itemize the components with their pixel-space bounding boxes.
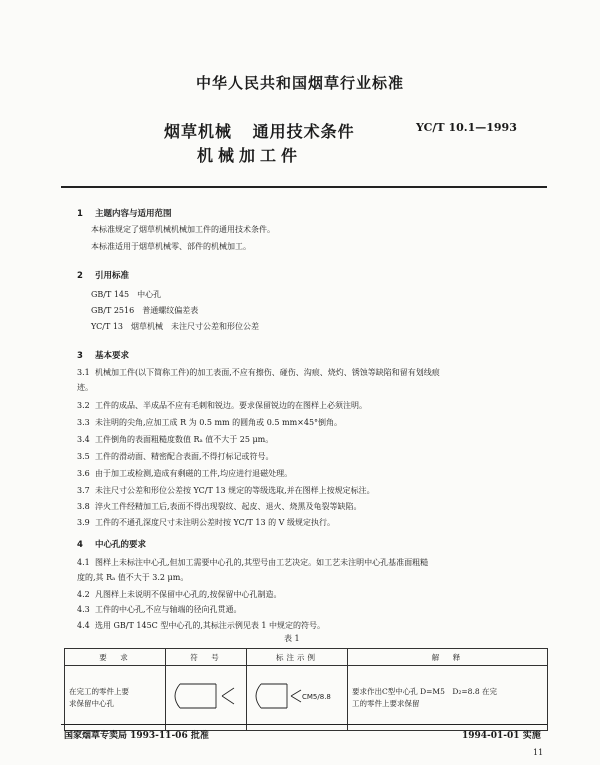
document-title-line1: 烟草机械 通用技术条件 (164, 122, 355, 141)
clause-3-3: 3.3 未注明的尖角,应加工成 R 为 0.5 mm 的圆角或 0.5 mm×45°倒角。 (77, 418, 343, 427)
standard-body-heading: 中华人民共和国烟草行业标准 (195, 74, 404, 92)
header-rule (61, 186, 547, 188)
section-3-heading: 3 基本要求 (77, 351, 130, 361)
reference-standard-2: GB/T 2516 普通螺纹偏差表 (91, 306, 199, 315)
approval-info: 国家烟草专卖局 1993-11-06 批准 (64, 731, 209, 741)
footer-rule (61, 724, 547, 725)
clause-3-8: 3.8 淬火工件经精加工后,表面不得出现裂纹、起皮、退火、烧黑及龟裂等缺陷。 (77, 502, 362, 511)
table-header-example: 标注示例 (247, 649, 348, 666)
page-number: 11 (533, 748, 544, 757)
center-hole-example-drawing (247, 666, 347, 726)
clause-3-2: 3.2 工件的成品、半成品不应有毛刺和锐边。要求保留锐边的在图样上必须注明。 (77, 401, 367, 410)
center-hole-symbol-drawing (166, 666, 246, 726)
clause-4-1-cont: 度的,其 Rₐ 值不大于 3.2 μm。 (77, 573, 189, 582)
section-1-para-2: 本标准适用于烟草机械零、部件的机械加工。 (91, 242, 251, 251)
cell-example (247, 666, 348, 731)
table-row (65, 666, 548, 731)
table-header-explanation: 解 释 (348, 649, 548, 666)
table-1 (64, 648, 548, 731)
clause-3-1-cont: 迹。 (77, 383, 93, 392)
section-1-para-1: 本标准规定了烟草机械机械加工件的通用技术条件。 (91, 225, 275, 234)
cell-symbol (166, 666, 247, 731)
clause-3-4: 3.4 工件倒角的表面粗糙度数值 Rₐ 值不大于 25 μm。 (77, 435, 274, 444)
clause-3-9: 3.9 工件的不通孔深度尺寸未注明公差时按 YC/T 13 的 V 级规定执行。 (77, 518, 335, 527)
section-4-heading: 4 中心孔的要求 (77, 540, 147, 550)
clause-3-5: 3.5 工件的滑动面、精密配合表面,不得打标记或符号。 (77, 452, 274, 461)
reference-standard-3: YC/T 13 烟草机械 未注尺寸公差和形位公差 (91, 322, 260, 331)
clause-3-7: 3.7 未注尺寸公差和形位公差按 YC/T 13 规定的等级选取,并在图样上按规定标注。 (77, 486, 375, 495)
clause-4-2: 4.2 凡图样上未说明不保留中心孔的,按保留中心孔制造。 (77, 590, 282, 599)
table-header-requirement: 要 求 (65, 649, 166, 666)
reference-standard-1: GB/T 145 中心孔 (91, 290, 162, 299)
cell-requirement: 在完工的零件上要 求保留中心孔 (65, 666, 166, 731)
clause-4-1: 4.1 图样上未标注中心孔,但加工需要中心孔的,其型号由工艺决定。如工艺未注明中心孔基准面粗糙 (77, 558, 429, 567)
effective-date: 1994-01-01 实施 (462, 731, 541, 741)
table-header-symbol: 符 号 (166, 649, 247, 666)
document-title-line2: 机械加工件 (197, 146, 303, 165)
section-2-heading: 2 引用标准 (77, 271, 130, 281)
table-1-caption: 表 1 (284, 634, 300, 643)
clause-4-4: 4.4 选用 GB/T 145C 型中心孔的,其标注示例见表 1 中规定的符号。 (77, 621, 326, 630)
clause-3-1: 3.1 机械加工件(以下简称工件)的加工表面,不应有擦伤、碰伤、沟痕、烧灼、锈蚀等缺陷和留有划线痕 (77, 368, 440, 377)
cell-explanation: 要求作出C型中心孔 D=M5 D₂=8.8 在完 工的零件上要求保留 (348, 666, 548, 731)
clause-4-3: 4.3 工件的中心孔,不应与轴端的径向孔贯通。 (77, 605, 242, 614)
standard-code: YC/T 10.1—1993 (416, 121, 517, 134)
section-1-heading: 1 主题内容与适用范围 (77, 209, 172, 219)
clause-3-6: 3.6 由于加工或检测,造成有剩磁的工件,均应进行退磁处理。 (77, 469, 293, 478)
example-label: CM5/8.8 (302, 693, 331, 701)
